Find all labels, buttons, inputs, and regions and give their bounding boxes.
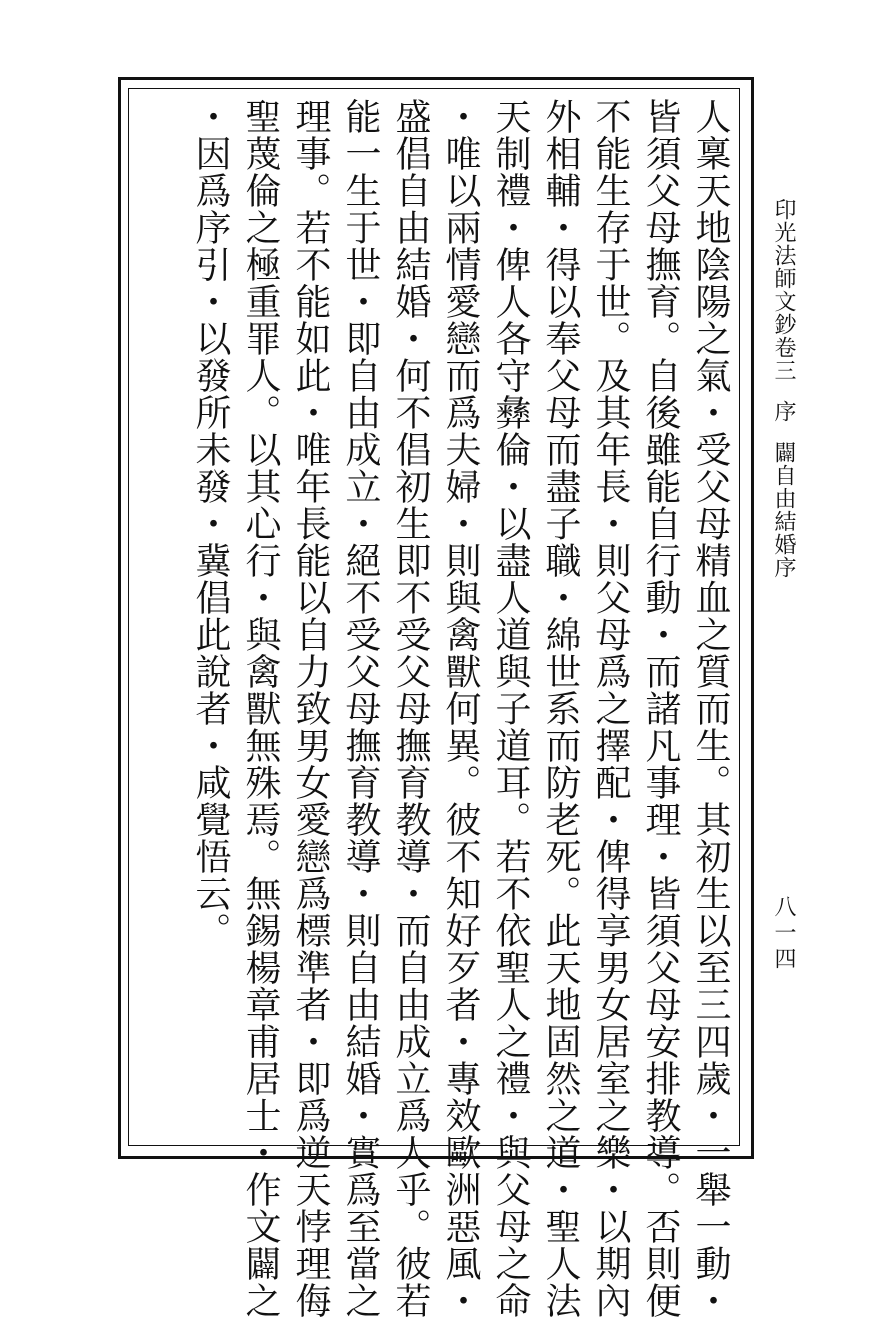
text-column-11: ・因爲序引・以發所未發・冀倡此說者・咸覺悟云。 — [190, 98, 231, 949]
text-column-5: 天制禮・俾人各守彝倫・以盡人道與子道耳。若不依聖人之禮・與父母之命 — [490, 98, 531, 1319]
book-title: 印光法師文鈔卷三 — [771, 198, 796, 382]
text-column-8: 能一生于世・即自由成立・絕不受父母撫育教導・則自由結婚・實爲至當之 — [340, 98, 381, 1319]
text-column-9: 理事。若不能如此・唯年長能以自力致男女愛戀爲標準者・即爲逆天悖理侮 — [290, 98, 331, 1319]
chapter-title: 闢自由結婚序 — [771, 441, 796, 579]
text-column-1: 人稟天地陰陽之氣・受父母精血之質而生。其初生以至三四歲・一舉一動・ — [690, 98, 731, 1319]
section-label: 序 — [771, 400, 796, 423]
running-header — [770, 198, 796, 579]
text-column-2: 皆須父母撫育。自後雖能自行動・而諸凡事理・皆須父母安排教導。否則便 — [640, 98, 681, 1319]
text-column-6: ・唯以兩情愛戀而爲夫婦・則與禽獸何異。彼不知好歹者・專效歐洲惡風・ — [440, 98, 481, 1319]
text-column-3: 不能生存于世。及其年長・則父母爲之擇配・俾得享男女居室之樂・以期內 — [590, 98, 631, 1319]
text-column-7: 盛倡自由結婚・何不倡初生即不受父母撫育教導・而自由成立爲人乎。彼若 — [390, 98, 431, 1319]
page-number: 八一四 — [771, 895, 796, 973]
main-text — [190, 98, 731, 1319]
text-column-10: 聖蔑倫之極重罪人。以其心行・與禽獸無殊焉。無錫楊章甫居士・作文闢之 — [240, 98, 281, 1319]
text-column-4: 外相輔・得以奉父母而盡子職・綿世系而防老死。此天地固然之道・聖人法 — [540, 98, 581, 1319]
